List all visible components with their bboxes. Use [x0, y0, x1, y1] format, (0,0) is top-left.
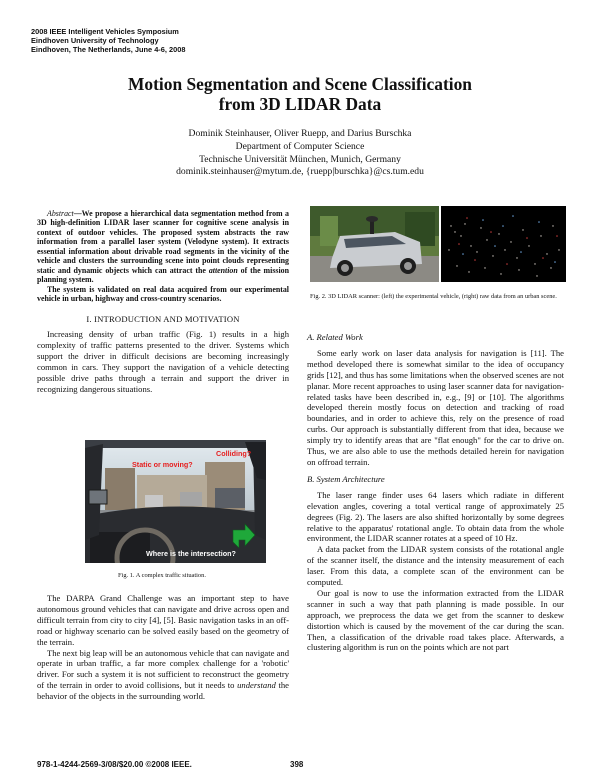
- figure-2-caption: Fig. 2. 3D LIDAR scanner: (left) the experimental vehicle, (right) raw data from an urban scene.: [310, 293, 557, 300]
- section-1-paragraph-3-pre: The next big leap will be an autonomous vehicle that can navigate and operate in urban traffic, a far more complex challenge for a 'robotic' driver. For such a system it is not sufficient to reconstruct the geometry of the terrain in order to avoid collisions, but it needs to: [37, 647, 289, 691]
- abstract-paragraph-2: The system is validated on real data acquired from our experimental vehicle in urban, highway and cross-country scenarios.: [37, 284, 289, 304]
- subsection-a-heading: A. Related Work: [307, 332, 363, 342]
- author-department: Department of Computer Science: [235, 140, 365, 152]
- figure-1-caption: Fig. 1. A complex traffic situation.: [118, 572, 206, 579]
- conference-header: [31, 27, 185, 54]
- figure-2-vehicle-photo: [310, 206, 439, 282]
- left-column-continued: [37, 593, 289, 702]
- author-university: Technische Universität München, Munich, Germany: [199, 153, 401, 165]
- paper-title: [0, 74, 600, 114]
- subsection-b-paragraph-1: The laser range finder uses 64 lasers which radiate in different elevation angles, covering a total vertical range of approximately 25 degrees (Fig. 2). The lasers are also shifted horizontally by some degrees relative to the apparatus' rotational angle. To obtain data from the whole environment, the LIDAR scanner rotates at a speed of 10 Hz.: [307, 489, 564, 544]
- subsection-b-paragraph-3: Our goal is now to use the information extracted from the LIDAR scanner in such a way that path planning is made possible. In our approach, we preprocess the data we get from the scanner to deskew distortion which is caused by the movement of the car during the scan. Then, a classification of the drivable road takes place. Afterwards, a clustering algorithm is run on the points which are not part: [307, 587, 564, 653]
- title-line-1: Motion Segmentation and Scene Classification: [128, 74, 472, 94]
- label-colliding: Colliding?: [216, 449, 252, 458]
- left-column: [37, 209, 289, 395]
- abstract-text-pre: We propose a hierarchical data segmentation method from a 3D high-definition LIDAR laser scanner for cognitive scene analysis in context of outdoor vehicles. The proposed system abstracts the raw information from a parallel laser system (Velodyne system). It extracts essential information about drivable road segments in the vicinity of the vehicle and clusters the surrounding scene into point clouds representing static and dynamic objects which can attract the: [37, 209, 289, 275]
- section-1-heading: I. INTRODUCTION AND MOTIVATION: [86, 313, 240, 324]
- abstract-dash: —: [73, 209, 82, 218]
- abstract-text-post: of the mission planning system.: [37, 265, 289, 285]
- section-1-paragraph-3: [37, 648, 289, 703]
- conference-location-date: Eindhoven, The Netherlands, June 4-6, 2008: [31, 45, 186, 54]
- section-1-paragraph-3-post: the behavior of the objects in the surrounding world.: [37, 680, 289, 702]
- section-1-paragraph-2: The DARPA Grand Challenge was an important step to have autonomous ground vehicles that can navigate and drive across open and difficult terrain from city to city [4], [5]. Basic navigation tasks in an off-road or highway scenario can be solved easily based on the geometry of the terrain.: [37, 593, 289, 647]
- author-block: [0, 128, 600, 179]
- section-1-paragraph-1: Increasing density of urban traffic (Fig. 1) results in a high complexity of traffic patterns presented to the driver. Systems which support the driver in difficult decisions are becoming increasingly common in cars. They support the navigation of a vehicle detecting possible drive paths through a terrain and support the driver in recognizing dangerous situations.: [37, 329, 289, 394]
- author-names: Dominik Steinhauser, Oliver Ruepp, and Darius Burschka: [188, 128, 412, 139]
- footer-isbn: 978-1-4244-2569-3/08/$20.00 ©2008 IEEE.: [37, 760, 192, 769]
- subsection-b-paragraph-2: A data packet from the LIDAR system consists of the rotational angle of the scanner itself, the distance and the intensity measurement of each laser. From this data, a complete scan of the environment can be computed.: [307, 544, 564, 588]
- conference-host: Eindhoven University of Technology: [31, 36, 159, 45]
- label-static-or-moving: Static or moving?: [132, 460, 193, 469]
- abstract: [37, 209, 289, 304]
- abstract-paragraph-1: [37, 209, 289, 285]
- title-line-2: from 3D LIDAR Data: [218, 94, 382, 114]
- conference-name: 2008 IEEE Intelligent Vehicles Symposium: [31, 27, 179, 36]
- subsection-b-heading: B. System Architecture: [307, 473, 385, 484]
- abstract-emphasis: attention: [208, 265, 238, 275]
- page-number: 398: [290, 760, 304, 769]
- figure-1-traffic-scene: [85, 440, 266, 563]
- section-1-paragraph-3-emphasis: understand: [237, 680, 276, 691]
- label-intersection: Where is the intersection?: [146, 549, 236, 558]
- figure-2-lidar-scan: [441, 206, 566, 282]
- right-column: [307, 332, 564, 653]
- abstract-label: Abstract: [47, 209, 74, 218]
- author-emails: dominik.steinhauser@mytum.de, {ruepp|burschka}@cs.tum.edu: [176, 166, 424, 178]
- figure-1-image: [85, 440, 266, 563]
- subsection-a-paragraph-1: Some early work on laser data analysis for navigation is [11]. The method developed there is somewhat similar to the idea of occupancy grids [12], and thus has some limitations when the observed scenes are not planar. More recent approaches to using laser scanner data for navigation-related tasks have been described in, e.g., [9] or [10]. The algorithms developed therein mostly focus on detection and tracking of road boundaries, and in order to achieve this, rely on the presence of road curbs. Our approach is substantially different from that idea, because we simply try to identify areas that are "flat enough" for the car to drive on. Thus, we are also able to use the methods detailed herein for navigation on offroad terrain.: [307, 347, 564, 467]
